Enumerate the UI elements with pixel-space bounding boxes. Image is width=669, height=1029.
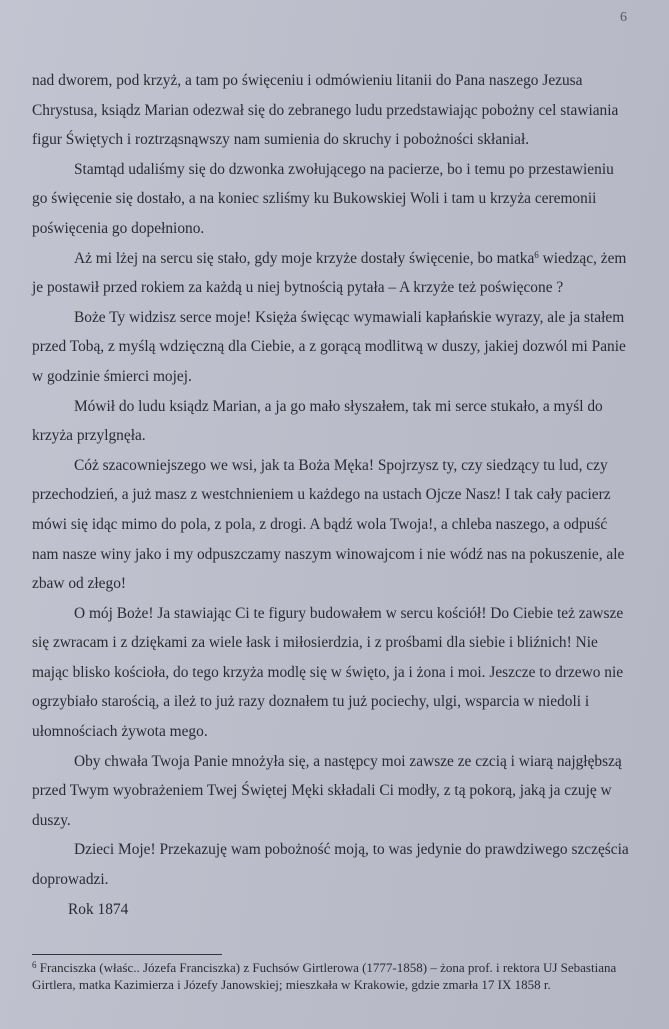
paragraph-stamtad: Stamtąd udaliśmy się do dzwonka zwołującego na pacierze, bo i temu po przestawieniu go święcenie się dostało, a na koniec szliśmy ku Bukowskiej Woli i tam u krzyża ceremonii poświęcenia go dopełniono. [32,160,614,237]
page-number: 6 [620,10,627,25]
footnote-divider [32,954,222,955]
paragraph-oby-chwala: Oby chwała Twoja Panie mnożyła się, a następcy moi zawsze ze czcią i wiarą najgłębszą przed Twym wyobrażeniem Twej Świętej Męki składali Ci modły, z tą pokorą, jaką ja czuję w duszy. [32,752,622,829]
paragraph-o-moj-boze: O mój Boże! Ja stawiając Ci te figury budowałem w sercu kościół! Do Ciebie też zawsze się zwracam i z dziękami za wiele łask i miłosierdzia, i z prośbami dla siebie i bliźnich! Nie mając blisko kościoła, do tego krzyża modlę się w święto, ja i żona i moi. Jeszcze to drzewo nie ogrzybiało starością, a ileż to już razy doznałem tu już pociechy, ulgi, wsparcia w niedoli i ułomnościach żywota mego. [32,604,624,741]
paragraph-az-mi-lzej [32,244,632,303]
paragraph-dzieci-moje: Dzieci Moje! Przekazuję wam pobożność moją, to was jedynie do prawdziwego szczęścia doprowadzi. [32,841,629,889]
paragraph-text-after-ref: wiedząc, żem je postawił przed rokiem za każdą u niej bytnością pytała – A krzyże też poświęcone ? [32,249,627,297]
paragraph-boze-ty-widzisz: Boże Ty widzisz serce moje! Księża święcąc wymawiali kapłańskie wyrazy, ale ja stałem przed Tobą, z myślą wdzięczną dla Ciebie, a z gorącą modlitwą w duszy, jakiej dozwól mi Panie w godzinie śmierci mojej. [32,308,626,385]
paragraph-text-before-ref: Aż mi lżej na sercu się stało, gdy moje krzyże dostały święcenie, bo matka [74,249,535,267]
footnote-text: Franciszka (właśc.. Józefa Franciszka) z Fuchsów Girtlerowa (1777-1858) – żona prof. i rektora UJ Sebastiana Girtlera, matka Kazimierza i Józefy Janowskiej; mieszkała w Krakowie, gdzie zmarła 17 IX 1858 r. [32,960,617,992]
footnote [32,960,652,993]
paragraph-continuation: nad dworem, pod krzyż, a tam po święceniu i odmówieniu litanii do Pana naszego Jezusa Chrystusa, ksiądz Marian odezwał się do zebranego ludu przedstawiając pobożny cel stawiania figur Świętych i roztrząsnąwszy nam sumienia do skruchy i pobożności skłaniał. [32,72,619,149]
year-line: Rok 1874 [68,900,129,918]
paragraph-coz-szacowniejszego: Cóż szacowniejszego we wsi, jak ta Boża Męka! Spojrzysz ty, czy siedzący tu lud, czy przechodzień, a już masz z westchnieniem u każdego na ustach Ojcze Nasz! I tak cały pacierz mówi się idąc mimo do pola, z pola, z drogi. A bądź wola Twoja!, a chleba naszego, a odpuść nam nasze winy jako i my odpuszczamy naszym winowajcom i nie wódź nas na pokuszenie, ale zbaw od złego! [32,456,625,593]
footnote-reference: 6 [534,249,539,260]
footnote-marker: 6 [32,960,37,970]
paragraph-mowil-do-ludu: Mówił do ludu ksiądz Marian, a ja go mało słyszałem, tak mi serce stukało, a myśl do krzyża przylgnęła. [32,397,603,445]
main-text [32,66,632,924]
